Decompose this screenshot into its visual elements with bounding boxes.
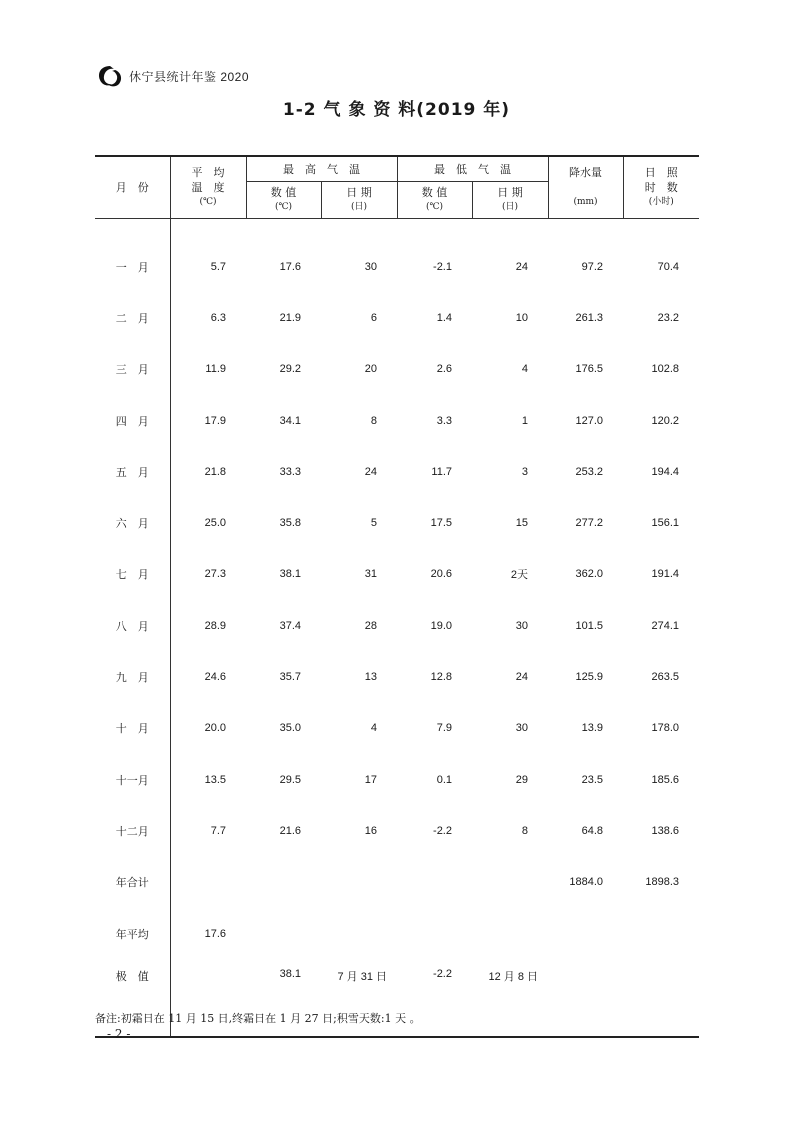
table-row: [95, 754, 699, 805]
cell-min-date: 30: [515, 619, 528, 632]
cell-precip: [548, 959, 623, 1037]
cell-max-date: 24: [364, 465, 377, 478]
cell-precip: 253.2: [575, 465, 603, 478]
cell-avg: 6.3: [170, 292, 246, 343]
cell-avg: 24.6: [170, 651, 246, 702]
cell-max-date: 16: [364, 824, 377, 837]
cell-precip: 97.2: [581, 260, 603, 273]
cell-sun: 138.6: [651, 824, 679, 837]
table-row: [95, 857, 699, 908]
cell-min-val: [397, 857, 472, 908]
header-max-date-label: 日 期: [346, 186, 372, 199]
cell-month: 十 月: [115, 722, 149, 736]
cell-min-val: 20.6: [430, 568, 452, 581]
cell-max-val: 33.3: [279, 465, 301, 478]
cell-precip: 23.5: [581, 773, 603, 786]
cell-max-date: 30: [364, 260, 377, 273]
cell-max-val: 21.9: [279, 311, 301, 324]
table-title: 1-2 气 象 资 料(2019 年): [282, 100, 511, 120]
cell-min-val: 11.7: [431, 465, 452, 478]
cell-month: 十二月: [115, 824, 149, 838]
cell-max-date: 6: [370, 311, 377, 324]
cell-min-date: 12 月 8 日: [472, 959, 548, 1037]
weather-table: [95, 155, 699, 1038]
cell-min-date: 30: [515, 722, 528, 735]
cell-max-val: 21.6: [279, 824, 301, 837]
cell-precip: 362.0: [575, 568, 603, 581]
cell-max-val: 35.7: [279, 671, 301, 684]
yearbook-logo-icon: [95, 63, 125, 89]
cell-min-date: 2天: [510, 569, 528, 582]
cell-month: 九 月: [115, 671, 149, 685]
cell-sun: 156.1: [651, 517, 679, 530]
cell-max-date: 31: [364, 568, 377, 581]
cell-max-val: 38.1: [246, 959, 321, 1037]
cell-month: 五 月: [115, 465, 149, 479]
cell-sun: 274.1: [651, 619, 679, 632]
cell-avg: 11.9: [170, 344, 246, 395]
cell-min-val: 12.8: [430, 671, 452, 684]
cell-min-val: 2.6: [436, 363, 452, 376]
cell-precip: 176.5: [575, 363, 603, 376]
cell-min-date: 24: [515, 671, 528, 684]
header-max-date: [321, 182, 397, 219]
cell-min-val: 3.3: [436, 414, 452, 427]
cell-min-val: 17.5: [430, 517, 452, 530]
header-precip-unit: (mm): [573, 197, 598, 207]
cell-min-date: 29: [515, 773, 528, 786]
cell-avg: 17.6: [170, 908, 246, 959]
cell-precip: 277.2: [575, 517, 603, 530]
table-row: [95, 549, 699, 600]
cell-precip: 125.9: [575, 671, 603, 684]
cell-max-val: 37.4: [279, 619, 301, 632]
cell-min-date: 10: [515, 311, 528, 324]
table-row: [95, 805, 699, 856]
cell-max-val: [246, 857, 321, 908]
cell-precip: 101.5: [575, 619, 603, 632]
table-row: [95, 395, 699, 446]
cell-avg: 13.5: [170, 754, 246, 805]
cell-min-date: [472, 908, 548, 959]
cell-avg: 7.7: [170, 805, 246, 856]
cell-sun: [623, 959, 699, 1037]
cell-min-val: [397, 908, 472, 959]
cell-min-date: 15: [515, 517, 528, 530]
cell-min-date: 1: [521, 414, 528, 427]
cell-max-date: 7 月 31 日: [321, 959, 397, 1037]
table-row: [95, 651, 699, 702]
cell-month: 年合计: [115, 876, 149, 890]
cell-month: 一 月: [115, 260, 149, 274]
cell-max-date: 28: [364, 619, 377, 632]
header-max-temp-group: 最 高 气 温: [246, 156, 397, 182]
cell-precip: [548, 908, 623, 959]
cell-min-val: -2.1: [433, 260, 452, 273]
cell-precip: 127.0: [575, 414, 603, 427]
cell-month: 十一月: [115, 773, 149, 787]
cell-min-date: 24: [515, 260, 528, 273]
header-avg-temp-line2: 温 度: [191, 181, 225, 194]
cell-avg: 17.9: [170, 395, 246, 446]
header-max-value-unit: (℃): [274, 202, 293, 212]
header-min-date-label: 日 期: [497, 186, 523, 199]
cell-min-date: 3: [521, 465, 528, 478]
header-precip-label: 降水量: [569, 166, 602, 179]
header-sunshine-unit: (小时): [648, 197, 674, 207]
cell-max-date: 13: [364, 671, 377, 684]
cell-min-val: 0.1: [436, 773, 452, 786]
cell-avg: 5.7: [170, 241, 246, 292]
cell-sun: [623, 908, 699, 959]
cell-avg: 27.3: [170, 549, 246, 600]
cell-max-val: 29.2: [279, 363, 301, 376]
cell-max-date: 17: [364, 773, 377, 786]
cell-max-val: 35.0: [279, 722, 301, 735]
header-avg-temp-unit: (℃): [199, 197, 217, 207]
cell-max-val: 35.8: [279, 517, 301, 530]
header-max-value-label: 数 值: [270, 186, 297, 199]
cell-sun: 23.2: [657, 311, 679, 324]
cell-min-val: -2.2: [433, 824, 452, 837]
cell-month: 极 值: [95, 959, 170, 1037]
weather-table-body: [95, 219, 699, 1038]
table-row: [95, 497, 699, 548]
cell-month: 七 月: [115, 568, 149, 582]
cell-max-val: 17.6: [279, 260, 301, 273]
cell-min-date: 4: [521, 363, 528, 376]
header-min-temp-group: 最 低 气 温: [397, 156, 548, 182]
cell-sun: 185.6: [651, 773, 679, 786]
cell-precip: 64.8: [581, 824, 603, 837]
cell-sun: 191.4: [651, 568, 679, 581]
cell-min-date: 8: [521, 824, 528, 837]
table-row: [95, 600, 699, 651]
yearbook-title: 休宁县统计年鉴 2020: [129, 69, 250, 84]
page-number: - 2 -: [107, 1027, 131, 1041]
header-avg-temp: [170, 156, 246, 219]
cell-month: 四 月: [115, 414, 149, 428]
header-sunshine-line2: 时 数: [644, 181, 678, 194]
header-avg-temp-line1: 平 均: [191, 166, 225, 179]
cell-max-date: 4: [370, 722, 377, 735]
header-min-value-unit: (℃): [425, 202, 444, 212]
header-min-value: [397, 182, 472, 219]
cell-month: 二 月: [115, 311, 149, 325]
table-row: [95, 241, 699, 292]
cell-sun: 263.5: [651, 671, 679, 684]
cell-max-val: 34.1: [279, 414, 301, 427]
table-row: [95, 703, 699, 754]
header-sunshine: [623, 156, 699, 219]
cell-month: 三 月: [115, 363, 149, 377]
cell-avg: 20.0: [170, 703, 246, 754]
cell-avg: 21.8: [170, 446, 246, 497]
header-sunshine-line1: 日 照: [644, 166, 678, 179]
cell-min-val: -2.2: [397, 959, 472, 1037]
cell-max-date: 5: [370, 517, 377, 530]
table-row: [95, 344, 699, 395]
cell-month: 年平均: [115, 927, 149, 941]
cell-max-val: 29.5: [279, 773, 301, 786]
cell-sun: 178.0: [651, 722, 679, 735]
header-min-value-label: 数 值: [421, 186, 448, 199]
table-row: [95, 908, 699, 959]
cell-precip: 261.3: [575, 311, 603, 324]
header-precip: [548, 156, 623, 219]
cell-avg: 28.9: [170, 600, 246, 651]
cell-min-val: 7.9: [436, 722, 452, 735]
header-min-date-unit: (日): [501, 202, 519, 212]
cell-min-date: [472, 857, 548, 908]
cell-month: 八 月: [115, 619, 149, 633]
cell-sun: 120.2: [651, 414, 679, 427]
cell-avg: [170, 857, 246, 908]
cell-precip: 13.9: [581, 722, 603, 735]
cell-max-date: 20: [364, 363, 377, 376]
cell-max-date: [321, 908, 397, 959]
header-max-value: [246, 182, 321, 219]
cell-avg: 25.0: [170, 497, 246, 548]
header-min-date: [472, 182, 548, 219]
cell-sun: 70.4: [657, 260, 679, 273]
table-row: [95, 292, 699, 343]
cell-min-val: 19.0: [430, 619, 452, 632]
cell-max-val: 38.1: [279, 568, 301, 581]
cell-max-date: [321, 857, 397, 908]
cell-min-val: 1.4: [436, 311, 452, 324]
header-month: 月 份: [95, 156, 170, 219]
cell-precip: 1884.0: [569, 876, 603, 889]
cell-sun: 102.8: [651, 363, 679, 376]
header-max-date-unit: (日): [350, 202, 368, 212]
cell-max-val: [246, 908, 321, 959]
footnote: 备注:初霜日在 11 月 15 日,终霜日在 1 月 27 日;积雪天数:1 天 。: [95, 1012, 421, 1025]
cell-sun: 1898.3: [645, 876, 679, 889]
table-row: [95, 446, 699, 497]
cell-max-date: 8: [370, 414, 377, 427]
cell-sun: 194.4: [651, 465, 679, 478]
yearbook-header: [95, 62, 249, 90]
cell-month: 六 月: [115, 517, 149, 531]
